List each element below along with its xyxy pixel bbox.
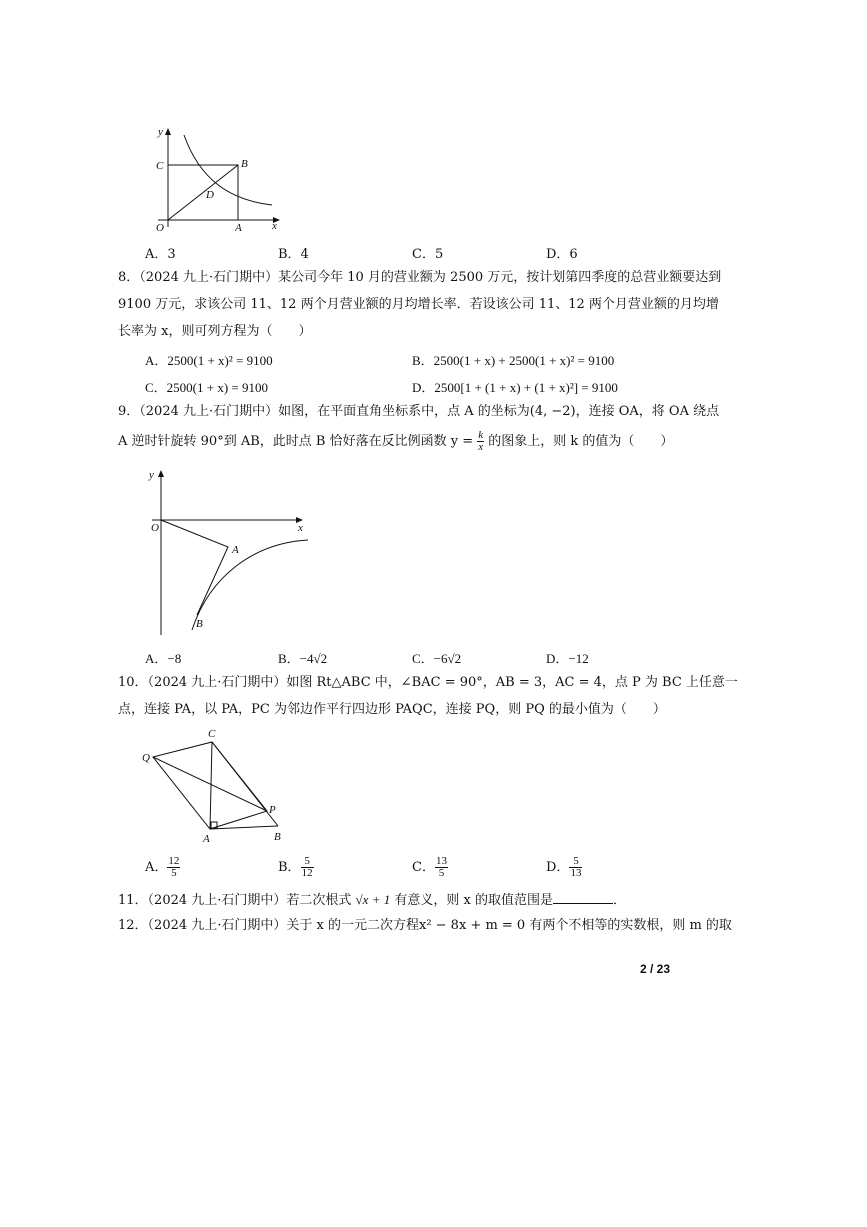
q10-label-q: Q [142, 752, 150, 764]
q7-diagonal-ob [168, 165, 238, 220]
page-number: 2 / 23 [640, 962, 671, 976]
q10-segment-ab [210, 826, 278, 829]
q7-option-d: D．6 [546, 247, 578, 262]
q9-line-2-b: 的图象上，则 k 的值为（ ） [488, 434, 674, 449]
q9-segments-oab [161, 520, 228, 615]
q7-option-b: B．4 [278, 247, 309, 262]
q7-figure [140, 125, 290, 235]
q9-label-o: O [151, 522, 159, 534]
q7-option-c: C．5 [412, 247, 444, 262]
q10-option-d: D． $\frac{5}{13}$ [546, 855, 582, 879]
q9-line-2-a: A 逆时针旋转 90°到 AB，此时点 B 恰好落在反比例函数 y = [118, 434, 474, 449]
q7-label-o: O [156, 222, 164, 234]
q10-label-b: B [274, 831, 281, 843]
q9-option-b: B．−4√2 [278, 651, 328, 666]
q9-label-b: B [196, 618, 203, 630]
q11-text-b: 有意义，则 x 的取值范围是 [394, 893, 553, 908]
q9-line-1: 9．（2024 九上·石门期中）如图，在平面直角坐标系中，点 A 的坐标为(4, −2)，连接 OA，将 OA 绕点 [118, 404, 720, 419]
q10-figure [140, 725, 300, 850]
q7-label-c: C [156, 160, 164, 172]
q11-answer-blank [553, 891, 613, 904]
q10-label-p: P [269, 804, 276, 816]
q9-figure [140, 465, 320, 635]
q9-label-a: A [232, 544, 239, 556]
q7-hyperbola [184, 135, 272, 205]
q10-option-b: B． $\frac{5}{12}$ [278, 855, 313, 879]
q12-line-1: 12．（2024 九上·石门期中）关于 x 的一元二次方程x² − 8x + m = 0 有两个不相等的实数根，则 m 的取 [118, 918, 732, 933]
q9-line-2 [118, 430, 673, 453]
q8-option-b: B．2500(1 + x) + 2500(1 + x)² = 9100 [412, 353, 615, 368]
q10-segment-ac [210, 742, 212, 829]
q9-option-c: C．−6√2 [412, 651, 462, 666]
q7-label-x: x [272, 220, 277, 232]
q7-option-a: A．3 [145, 247, 176, 262]
q8-option-d: D．2500[1 + (1 + x) + (1 + x)²] = 9100 [412, 380, 618, 395]
q7-label-d: D [206, 189, 214, 201]
q7-label-b: B [241, 158, 248, 170]
q10-segment-pq [153, 757, 267, 811]
q10-line-1: 10．（2024 九上·石门期中）如图 Rt△ABC 中，∠BAC = 90°，AB = 3，AC = 4，点 P 为 BC 上任意一 [118, 675, 738, 690]
q8-option-c: C．2500(1 + x) = 9100 [145, 380, 268, 395]
q10-option-c: C． $\frac{13}{5}$ [412, 855, 447, 879]
q9-label-y: y [149, 469, 154, 481]
q11-radical: √x + 1 [355, 892, 391, 907]
q9-label-x: x [298, 522, 303, 534]
q11-text-a: 11．（2024 九上·石门期中）若二次根式 [118, 893, 352, 908]
q9-fraction-k-over-x: $\frac{k}{x}$ [478, 429, 484, 453]
q10-option-a: A． $\frac{12}{5}$ [145, 855, 180, 879]
q10-label-a: A [203, 833, 210, 845]
q11-text-c: ． [612, 893, 626, 908]
q10-line-2: 点，连接 PA，以 PA，PC 为邻边作平行四边形 PAQC，连接 PQ，则 PQ 的最小值为（ ） [118, 702, 666, 717]
q7-label-y: y [158, 126, 163, 138]
q9-option-a: A．−8 [145, 651, 182, 666]
q10-label-c: C [208, 728, 216, 740]
q8-line-1: 8．（2024 九上·石门期中）某公司今年 10 月的营业额为 2500 万元，按计划第四季度的总营业额要达到 [118, 270, 722, 285]
q9-hyperbola [192, 540, 308, 630]
q11-line [118, 891, 626, 909]
q8-line-3: 长率为 x，则可列方程为（ ） [118, 324, 312, 339]
q8-line-2: 9100 万元，求该公司 11、12 两个月营业额的月均增长率．若设该公司 11、12 两个月营业额的月均增 [118, 297, 719, 312]
q7-label-a: A [235, 222, 242, 234]
q9-option-d: D．−12 [546, 651, 589, 666]
q8-option-a: A．2500(1 + x)² = 9100 [145, 353, 273, 368]
